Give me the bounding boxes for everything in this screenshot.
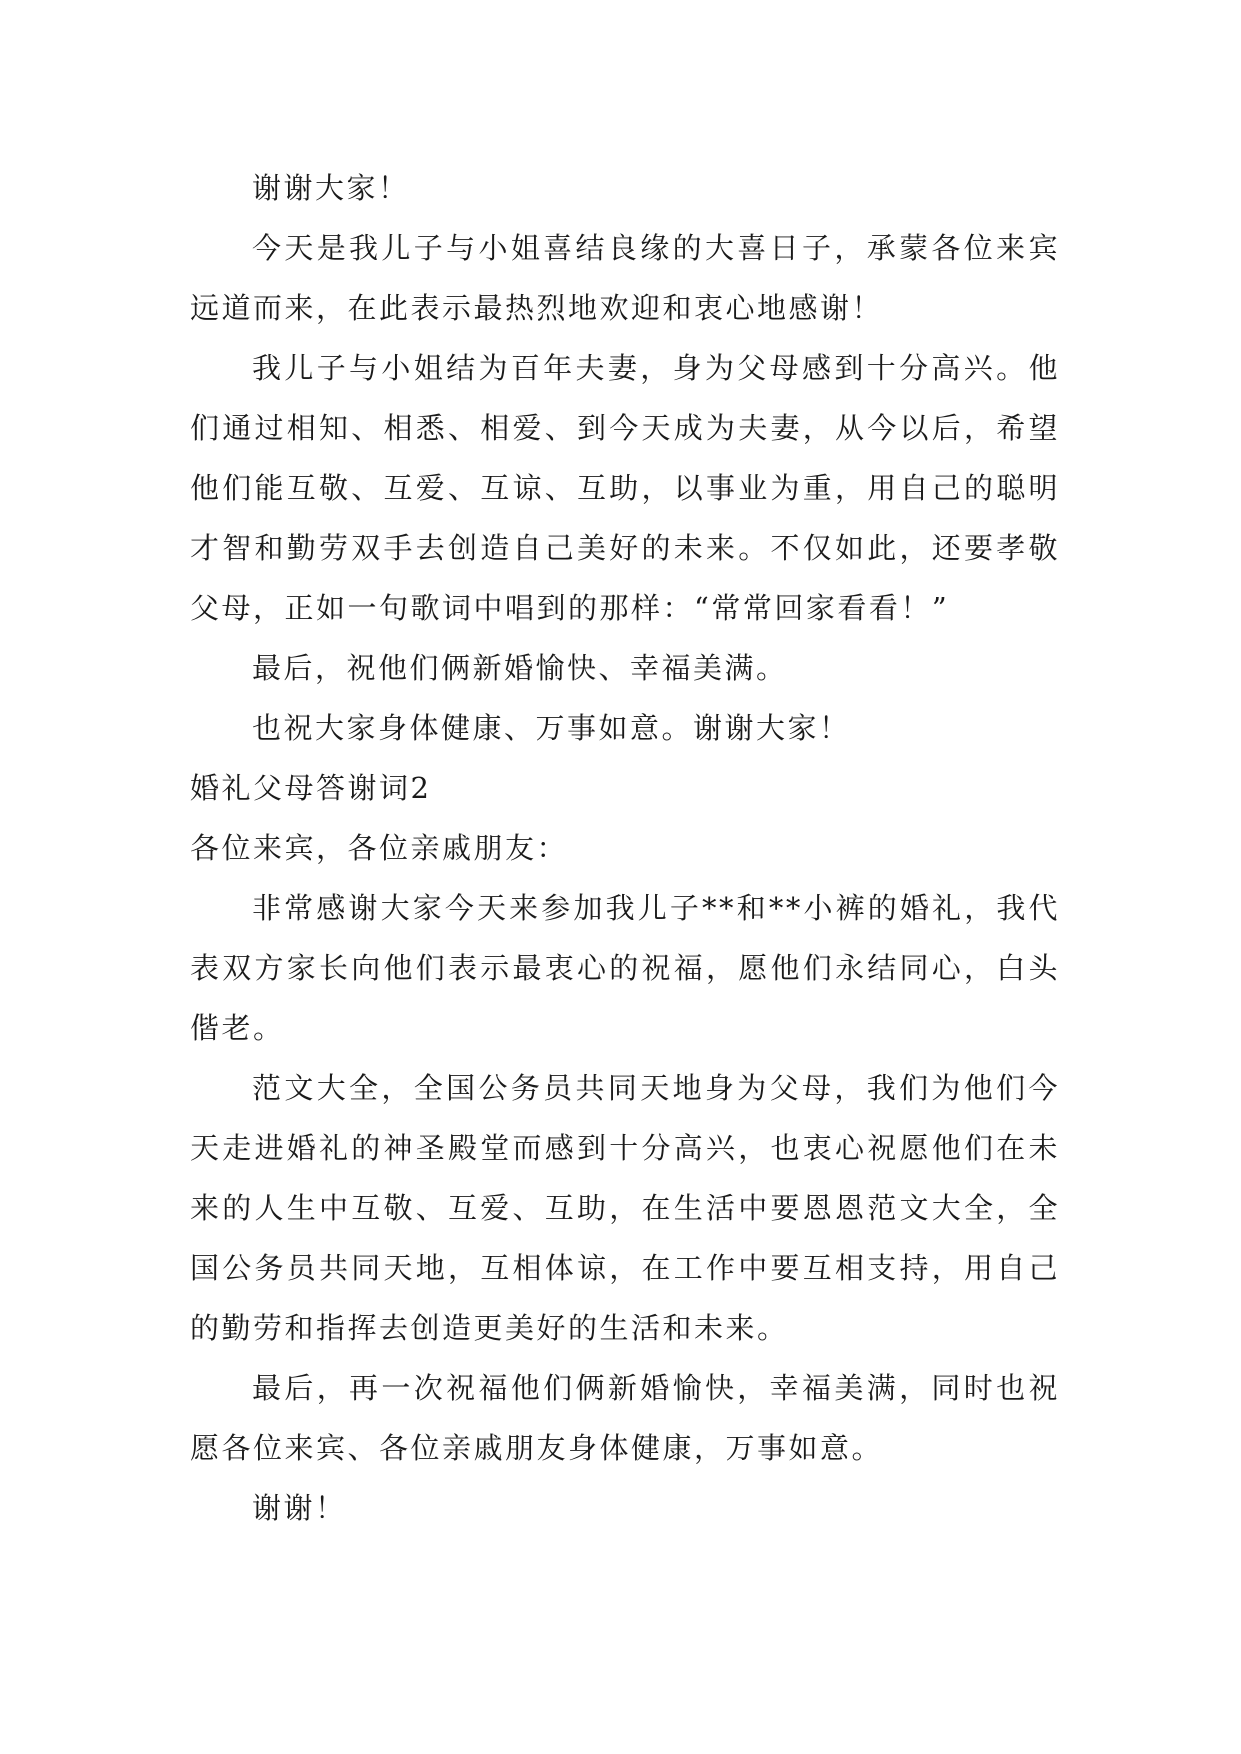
paragraph-thanks: 谢谢大家！ — [252, 171, 410, 205]
paragraph-hopes: 范文大全，全国公务员共同天地身为父母，我们为他们今天走进婚礼的神圣殿堂而感到十分高兴，也衷心祝愿他们在未来的人生中互敬、互爱、互助，在生活中要恩恩范文大全，全国公务员共同天地，互相体谅，在工作中要互相支持，用自己的勤劳和指挥去创造更美好的生活和未来。 — [190, 1071, 1060, 1345]
paragraph-final-blessing: 最后，再一次祝福他们俩新婚愉快，幸福美满，同时也祝愿各位来宾、各位亲戚朋友身体健康，万事如意。 — [190, 1371, 1060, 1465]
paragraph-welcome: 今天是我儿子与小姐喜结良缘的大喜日子，承蒙各位来宾远道而来，在此表示最热烈地欢迎和衷心地感谢！ — [190, 231, 1060, 325]
paragraph-gratitude: 非常感谢大家今天来参加我儿子**和**小裤的婚礼，我代表双方家长向他们表示最衷心的祝福，愿他们永结同心，白头偕老。 — [190, 891, 1060, 1045]
document-body — [190, 158, 1060, 1538]
paragraph-final-thanks: 谢谢！ — [252, 1491, 347, 1525]
section-heading: 婚礼父母答谢词2 — [190, 771, 432, 805]
paragraph-wishes: 我儿子与小姐结为百年夫妻，身为父母感到十分高兴。他们通过相知、相悉、相爱、到今天成为夫妻，从今以后，希望他们能互敬、互爱、互谅、互助，以事业为重，用自己的聪明才智和勤劳双手去创造自己美好的未来。不仅如此，还要孝敬父母，正如一句歌词中唱到的那样：“常常回家看看！” — [190, 351, 1060, 625]
paragraph-blessing: 最后，祝他们俩新婚愉快、幸福美满。 — [252, 651, 788, 685]
paragraph-closing: 也祝大家身体健康、万事如意。谢谢大家！ — [252, 711, 851, 745]
salutation: 各位来宾，各位亲戚朋友： — [190, 831, 569, 865]
